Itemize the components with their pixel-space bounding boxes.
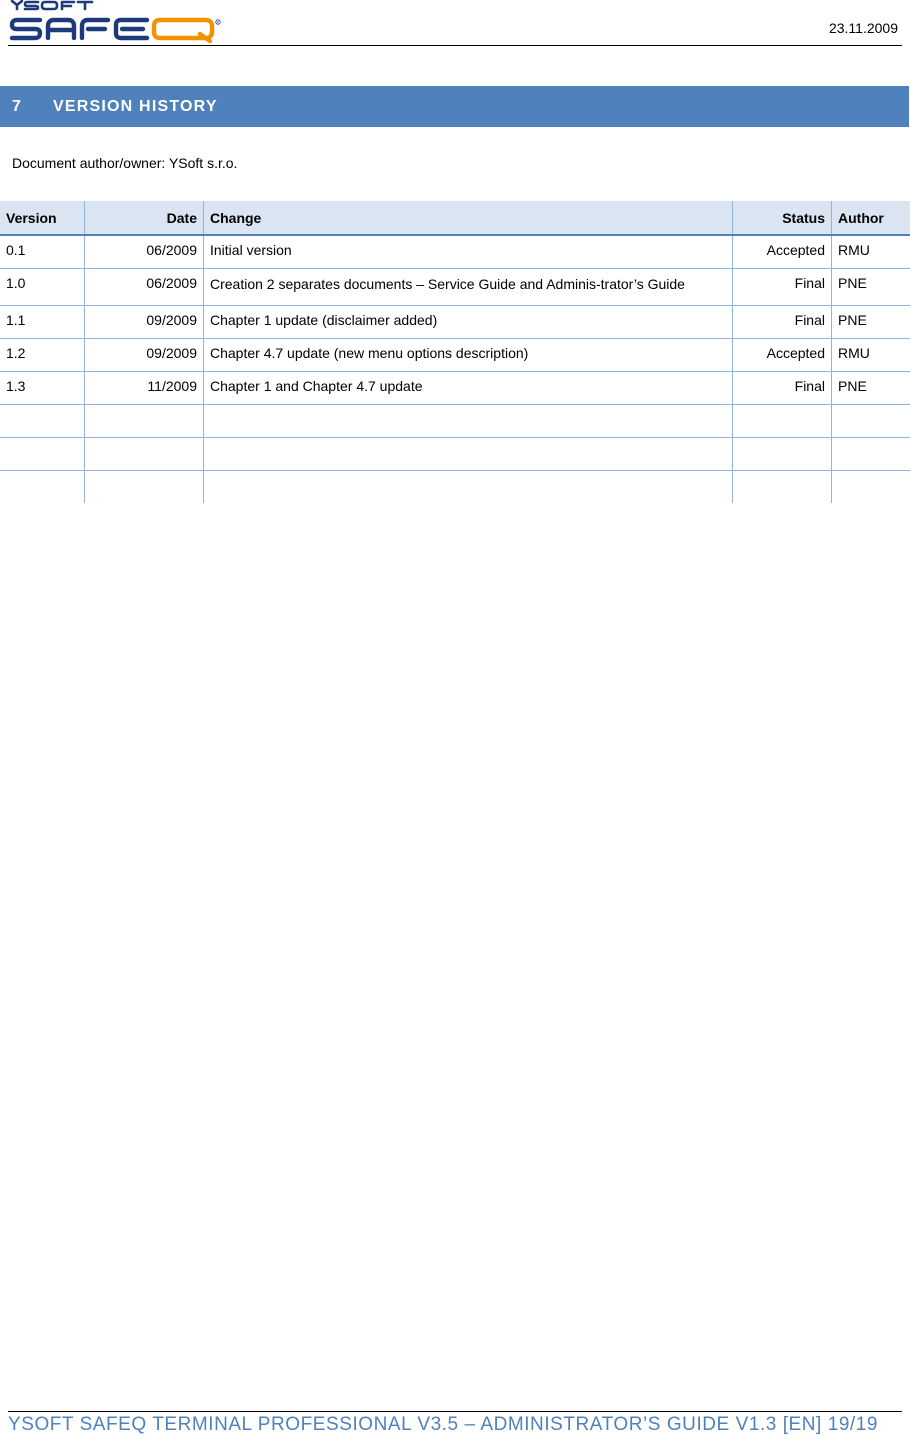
cell-status: [733, 438, 832, 471]
cell-author: PNE: [832, 306, 910, 339]
cell-status: [733, 471, 832, 504]
cell-version: 1.2: [0, 339, 85, 372]
table-row: [0, 235, 910, 269]
cell-author: RMU: [832, 235, 910, 269]
cell-change: Creation 2 separates documents – Service Guide and Adminis-trator’s Guide: [204, 269, 733, 306]
cell-status: Final: [733, 269, 832, 306]
table-row: [0, 269, 910, 306]
document-author-line: Document author/owner: YSoft s.r.o.: [12, 155, 238, 171]
footer-divider: [8, 1411, 902, 1412]
table-header-row: [0, 201, 910, 235]
cell-date: 09/2009: [85, 306, 204, 339]
cell-change: [204, 405, 733, 438]
section-title: VERSION HISTORY: [53, 97, 218, 115]
table-row-empty: [0, 405, 910, 438]
cell-version: [0, 438, 85, 471]
table-row-empty: [0, 471, 910, 504]
cell-author: PNE: [832, 372, 910, 405]
cell-date: 06/2009: [85, 235, 204, 269]
svg-text:R: R: [216, 20, 219, 25]
cell-change: Chapter 1 update (disclaimer added): [204, 306, 733, 339]
cell-date: [85, 438, 204, 471]
cell-author: [832, 471, 910, 504]
cell-version: 0.1: [0, 235, 85, 269]
cell-change: Initial version: [204, 235, 733, 269]
cell-change: [204, 471, 733, 504]
cell-change: [204, 438, 733, 471]
cell-author: [832, 438, 910, 471]
cell-version: 1.3: [0, 372, 85, 405]
cell-status: Accepted: [733, 339, 832, 372]
column-header-author: Author: [832, 201, 910, 235]
cell-status: Accepted: [733, 235, 832, 269]
column-header-status: Status: [733, 201, 832, 235]
column-header-change: Change: [204, 201, 733, 235]
column-header-version: Version: [0, 201, 85, 235]
cell-date: [85, 471, 204, 504]
cell-change: Chapter 1 and Chapter 4.7 update: [204, 372, 733, 405]
table-row: [0, 339, 910, 372]
section-heading: [0, 86, 909, 127]
cell-date: 11/2009: [85, 372, 204, 405]
cell-version: 1.1: [0, 306, 85, 339]
ysoft-safeq-logo: [8, 0, 223, 44]
cell-date: 09/2009: [85, 339, 204, 372]
column-header-date: Date: [85, 201, 204, 235]
cell-version: [0, 405, 85, 438]
version-history-table: [0, 201, 910, 503]
cell-version: 1.0: [0, 269, 85, 306]
cell-author: [832, 405, 910, 438]
footer-text: YSOFT SAFEQ TERMINAL PROFESSIONAL V3.5 – ADMINISTRATOR’S GUIDE V1.3 [EN] 19/19: [8, 1414, 878, 1435]
header-divider: [8, 45, 902, 46]
cell-date: 06/2009: [85, 269, 204, 306]
cell-author: PNE: [832, 269, 910, 306]
cell-author: RMU: [832, 339, 910, 372]
cell-status: Final: [733, 372, 832, 405]
header-date: 23.11.2009: [828, 20, 898, 36]
cell-change: Chapter 4.7 update (new menu options description): [204, 339, 733, 372]
cell-status: [733, 405, 832, 438]
section-number: 7: [12, 97, 23, 115]
table-row: [0, 372, 910, 405]
table-row: [0, 306, 910, 339]
cell-status: Final: [733, 306, 832, 339]
cell-date: [85, 405, 204, 438]
table-row-empty: [0, 438, 910, 471]
cell-version: [0, 471, 85, 504]
